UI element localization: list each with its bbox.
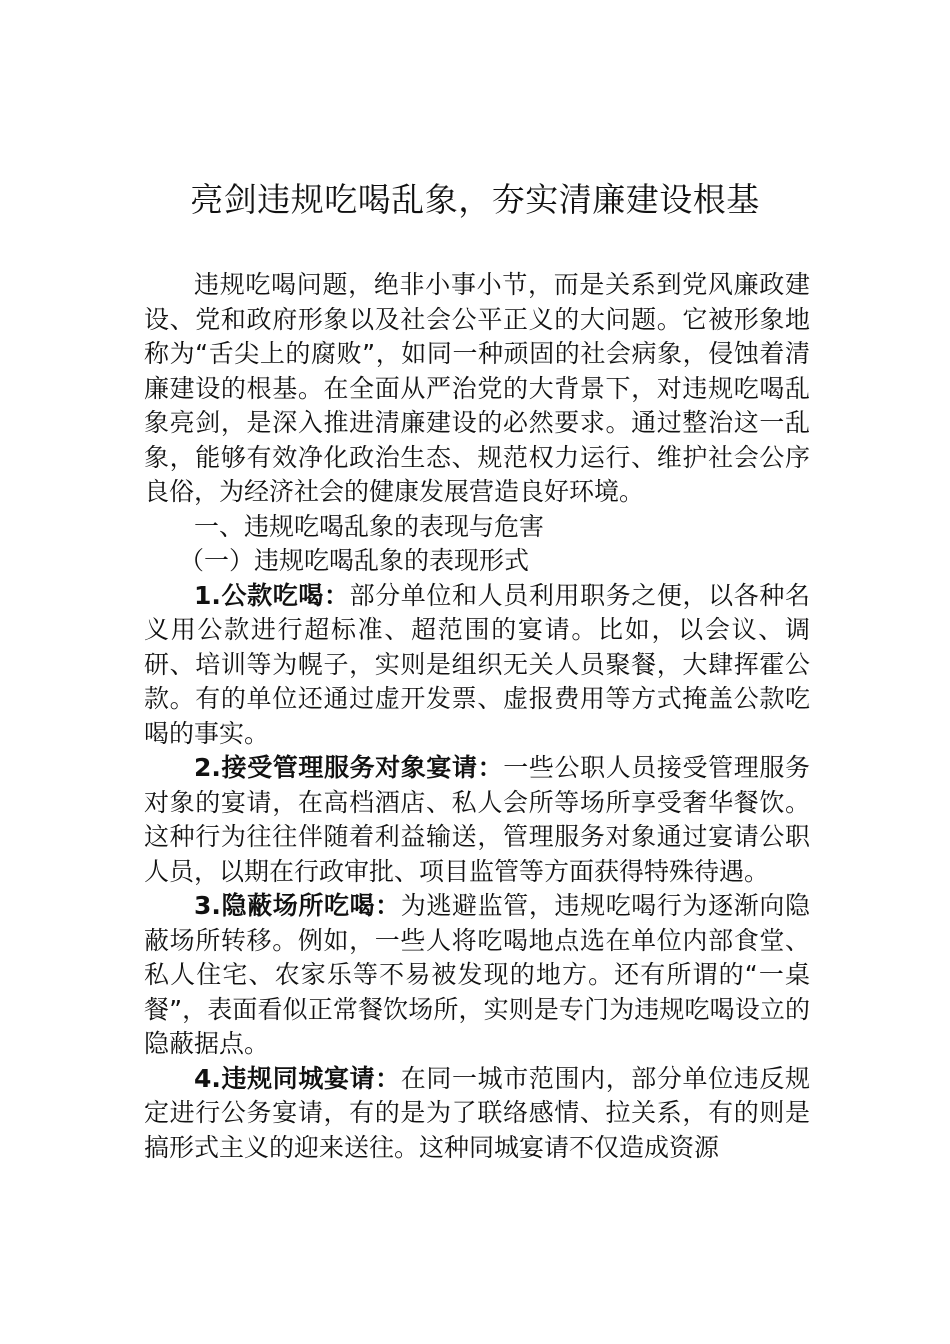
item-paragraph xyxy=(144,579,810,752)
item-text: 部分单位和人员利用职务之便，以各种名义用公款进行超标准、超范围的宴请。比如，以会议、调研、培训等为幌子，实则是组织无关人员聚餐，大肆挥霍公款。有的单位还通过虚开发票、虚报费用等方式掩盖公款吃喝的事实。 xyxy=(144,580,810,748)
page-title: 亮剑违规吃喝乱象，夯实清廉建设根基 xyxy=(190,180,760,219)
item-paragraph xyxy=(144,751,810,889)
item-lead: 3.隐蔽场所吃喝： xyxy=(194,891,401,920)
item-paragraph xyxy=(144,1062,810,1166)
item-text: 在同一城市范围内，部分单位违反规定进行公务宴请，有的是为了联络感情、拉关系，有的则是搞形式主义的迎来送往。这种同城宴请不仅造成资源 xyxy=(144,1063,810,1162)
item-lead: 4.违规同城宴请： xyxy=(194,1063,401,1093)
subsection-heading: （一）违规吃喝乱象的表现形式 xyxy=(179,546,530,575)
section-heading: 一、违规吃喝乱象的表现与危害 xyxy=(194,511,545,541)
item-lead: 1.公款吃喝： xyxy=(194,580,350,610)
item-text: 为逃避监管，违规吃喝行为逐渐向隐蔽场所转移。例如，一些人将吃喝地点选在单位内部食堂、私人住宅、农家乐等不易被发现的地方。还有所谓的“一桌餐”，表面看似正常餐饮场所，实则是专门为违规吃喝设立的隐蔽据点。 xyxy=(144,891,810,1058)
item-lead: 2.接受管理服务对象宴请： xyxy=(194,753,504,782)
document-body xyxy=(144,268,810,1165)
item-text: 一些公职人员接受管理服务对象的宴请，在高档酒店、私人会所等场所享受奢华餐饮。这种行为往往伴随着利益输送，管理服务对象通过宴请公职人员，以期在行政审批、项目监管等方面获得特殊待遇。 xyxy=(144,753,810,886)
intro-paragraph: 违规吃喝问题，绝非小事小节，而是关系到党风廉政建设、党和政府形象以及社会公平正义的大问题。它被形象地称为“舌尖上的腐败”，如同一种顽固的社会病象，侵蚀着清廉建设的根基。在全面从严治党的大背景下，对违规吃喝乱象亮剑，是深入推进清廉建设的必然要求。通过整治这一乱象，能够有效净化政治生态、规范权力运行、维护社会公序良俗，为经济社会的健康发展营造良好环境。 xyxy=(144,270,810,506)
item-paragraph xyxy=(144,889,810,1062)
